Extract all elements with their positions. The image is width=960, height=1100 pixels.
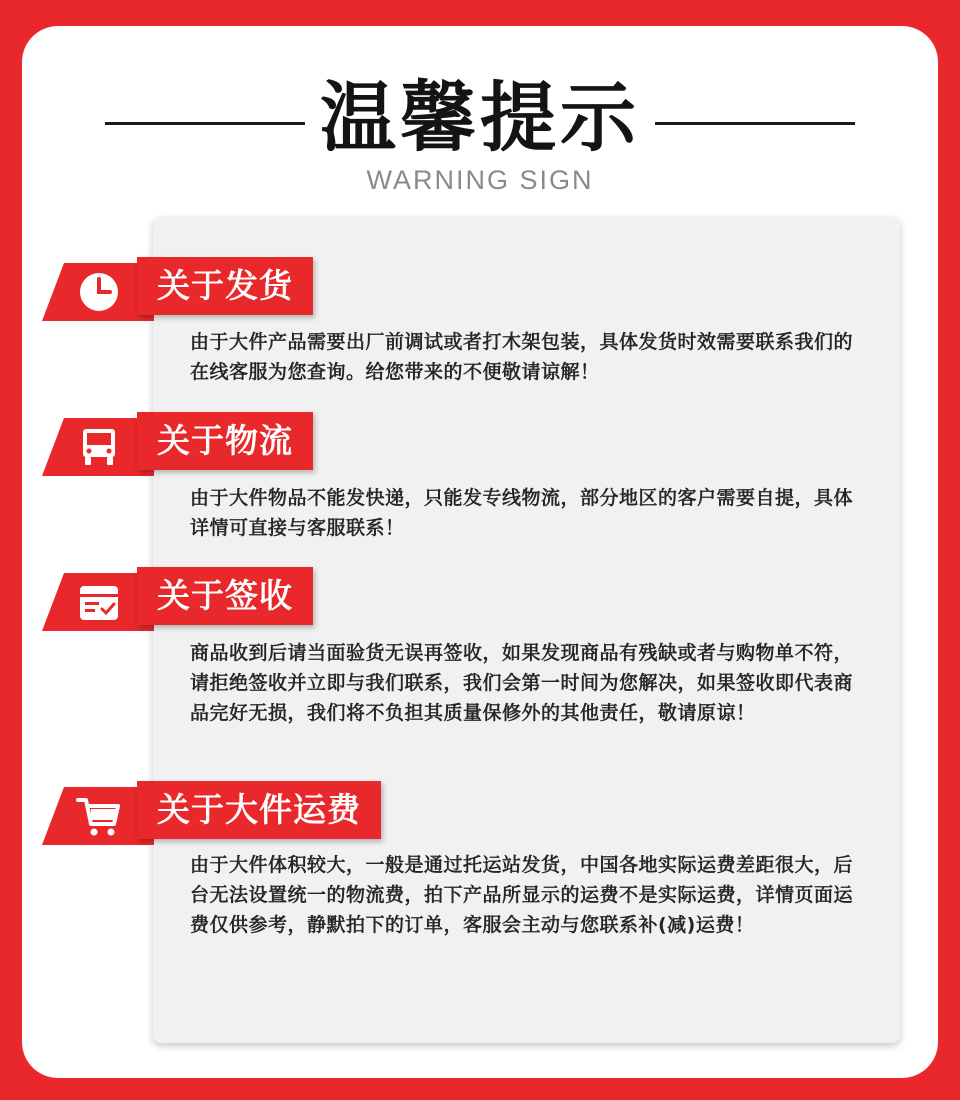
title-divider-right: [655, 122, 855, 125]
section-heading-shipping: 关于发货: [137, 257, 313, 315]
section-body-logistics: 由于大件物品不能发快递，只能发专线物流，部分地区的客户需要自提，具体详情可直接与客服联系！: [190, 487, 854, 539]
section-body-signing: 商品收到后请当面验货无误再签收，如果发现商品有残缺或者与购物单不符，请拒绝签收并立即与我们联系，我们会第一时间为您解决，如果签收即代表商品完好无损，我们将不负担其质量保修外的其他责任，敬请原谅！: [190, 642, 854, 724]
page-title: 温馨提示: [320, 73, 640, 162]
section-body-shipping: 由于大件产品需要出厂前调试或者打木架包装，具体发货时效需要联系我们的在线客服为您查询。给您带来的不便敬请谅解！: [190, 331, 854, 383]
header: [0, 0, 960, 210]
page-subtitle: WARNING SIGN: [366, 165, 594, 195]
section-body-freight: 由于大件体积较大，一般是通过托运站发货，中国各地实际运费差距很大，后台无法设置统一的物流费，拍下产品所显示的运费不是实际运费，详情页面运费仅供参考，静默拍下的订单，客服会主动与您联系补(减)运费！: [190, 854, 854, 936]
section-heading-signing: 关于签收: [137, 567, 313, 625]
section-heading-freight: 关于大件运费: [137, 781, 381, 839]
section-heading-logistics: 关于物流: [137, 412, 313, 470]
